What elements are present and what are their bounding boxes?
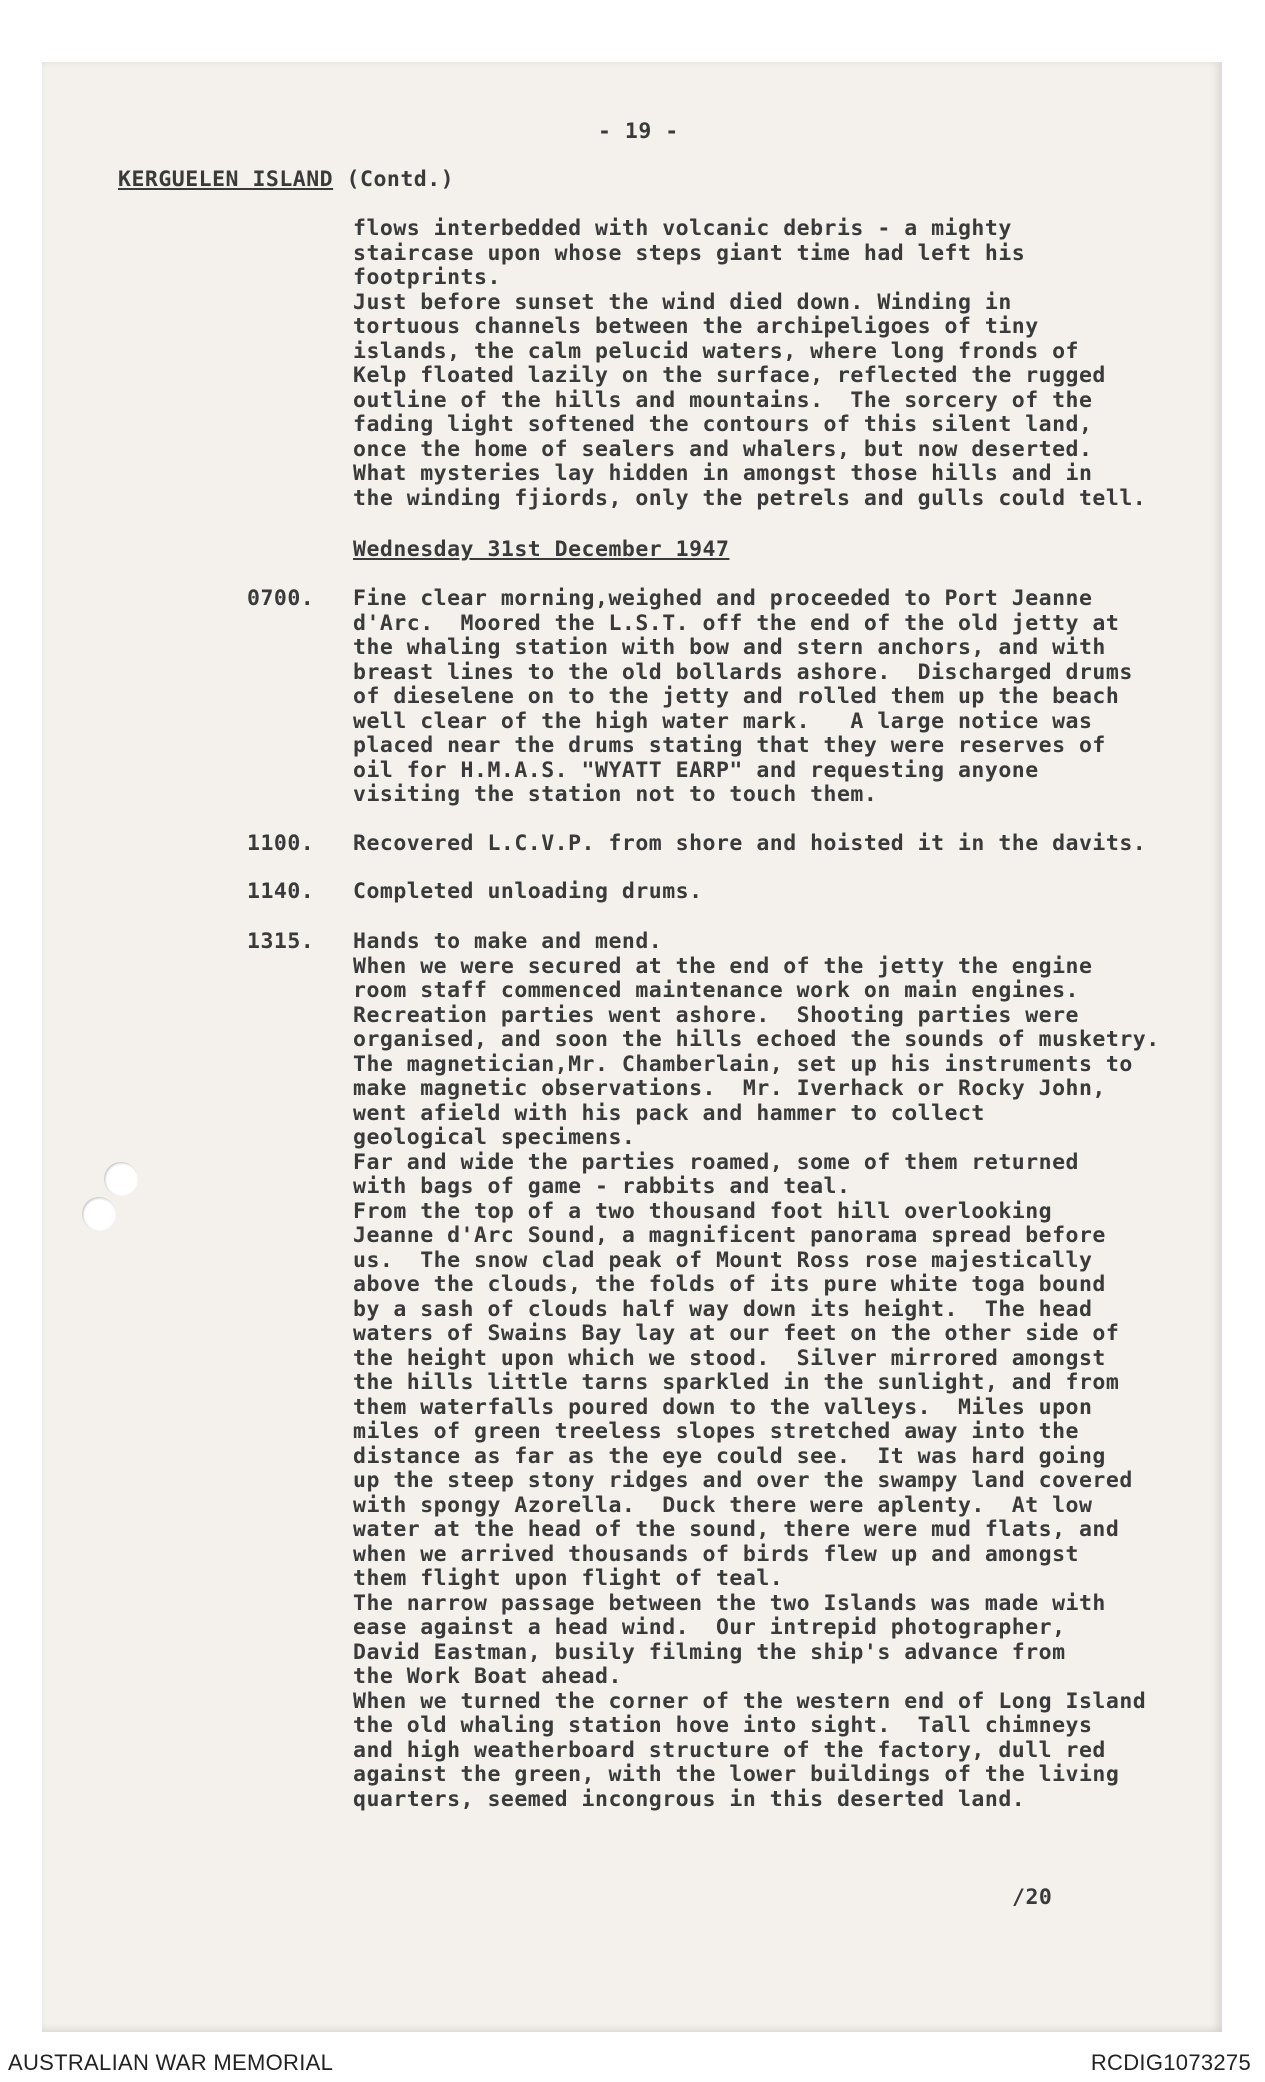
entry-text: Recovered L.C.V.P. from shore and hoisted it in the davits. — [353, 831, 1147, 856]
entry-text: Hands to make and mend. When we were secured at the end of the jetty the engine room staff commenced maintenance work on main engines. Recreation parties went ashore. Shooting parties were organised, and soon the hills echoed the sounds of musketry. The magnetician,Mr. Chamberlain, set up his instruments to make magnetic observations. Mr. Iverhack or Rocky John, went afield with his pack and hammer to collect geological specimens. Far and wide the parties roamed, some of them returned with bags of game - rabbits and teal. From the top of a two thousand foot hill overlooking Jeanne d'Arc Sound, a magnificent panorama spread before us. The snow clad peak of Mount Ross rose majestically above the clouds, the folds of its pure white toga bound by a sash of clouds half way down its height. The head waters of Swains Bay lay at our feet on the other side of the height upon which we stood. Silver mirrored amongst the hills little tarns sparkled in the sunlight, and from them waterfalls poured down to the valleys. Miles upon miles of green treeless slopes stretched away into the distance as far as the eye could see. It was hard going up the steep stony ridges and over the swampy land covered with spongy Azorella. Duck there were aplenty. At low water at the head of the sound, there were mud flats, and when we arrived thousands of birds flew up and amongst them flight upon flight of teal. The narrow passage between the two Islands was made with ease against a head wind. Our intrepid photographer, David Eastman, busily filming the ship's advance from the Work Boat ahead. When we turned the corner of the western end of Long Island the old whaling station hove into sight. Tall chimneys and high weatherboard structure of the factory, dull red against the green, with the lower buildings of the living quarters, seemed incongrous in this deserted land. — [353, 929, 1160, 1812]
page-number: - 19 - — [598, 119, 679, 144]
footer-record-id: RCDIG1073275 — [1090, 2050, 1251, 2075]
entry-text: Fine clear morning,weighed and proceeded to Port Jeanne d'Arc. Moored the L.S.T. off the end of the old jetty at the whaling station with bow and stern anchors, and with breast lines to the old bollards ashore. Discharged drums of dieselene on to the jetty and rolled them up the beach well clear of the high water mark. A large notice was placed near the drums stating that they were reserves of oil for H.M.A.S. "WYATT EARP" and requesting anyone visiting the station not to touch them. — [353, 586, 1133, 807]
entry-text: Completed unloading drums. — [353, 879, 703, 904]
entry-time: 1140. — [247, 879, 315, 904]
section-title: KERGUELEN ISLAND — [118, 167, 334, 192]
section-heading — [118, 168, 454, 193]
entry-time: 1315. — [247, 929, 315, 954]
punch-hole — [104, 1162, 138, 1196]
footer-institution: AUSTRALIAN WAR MEMORIAL — [8, 2050, 334, 2075]
date-heading: Wednesday 31st December 1947 — [353, 537, 730, 562]
entry-time: 1100. — [247, 831, 315, 856]
continuation-marker: /20 — [1012, 1885, 1053, 1910]
punch-hole — [82, 1197, 116, 1231]
entry-time: 0700. — [247, 586, 315, 611]
intro-paragraph: flows interbedded with volcanic debris - a mighty staircase upon whose steps giant time had left his footprints. Just before sunset the wind died down. Winding in tortuous channels between the archipeligoes of tiny islands, the calm pelucid waters, where long fronds of Kelp floated lazily on the surface, reflected the rugged outline of the hills and mountains. The sorcery of the fading light softened the contours of this silent land, once the home of sealers and whalers, but now deserted. What mysteries lay hidden in amongst those hills and in the winding fjiords, only the petrels and gulls could tell. — [353, 216, 1147, 511]
section-title-suffix: (Contd.) — [333, 167, 455, 192]
